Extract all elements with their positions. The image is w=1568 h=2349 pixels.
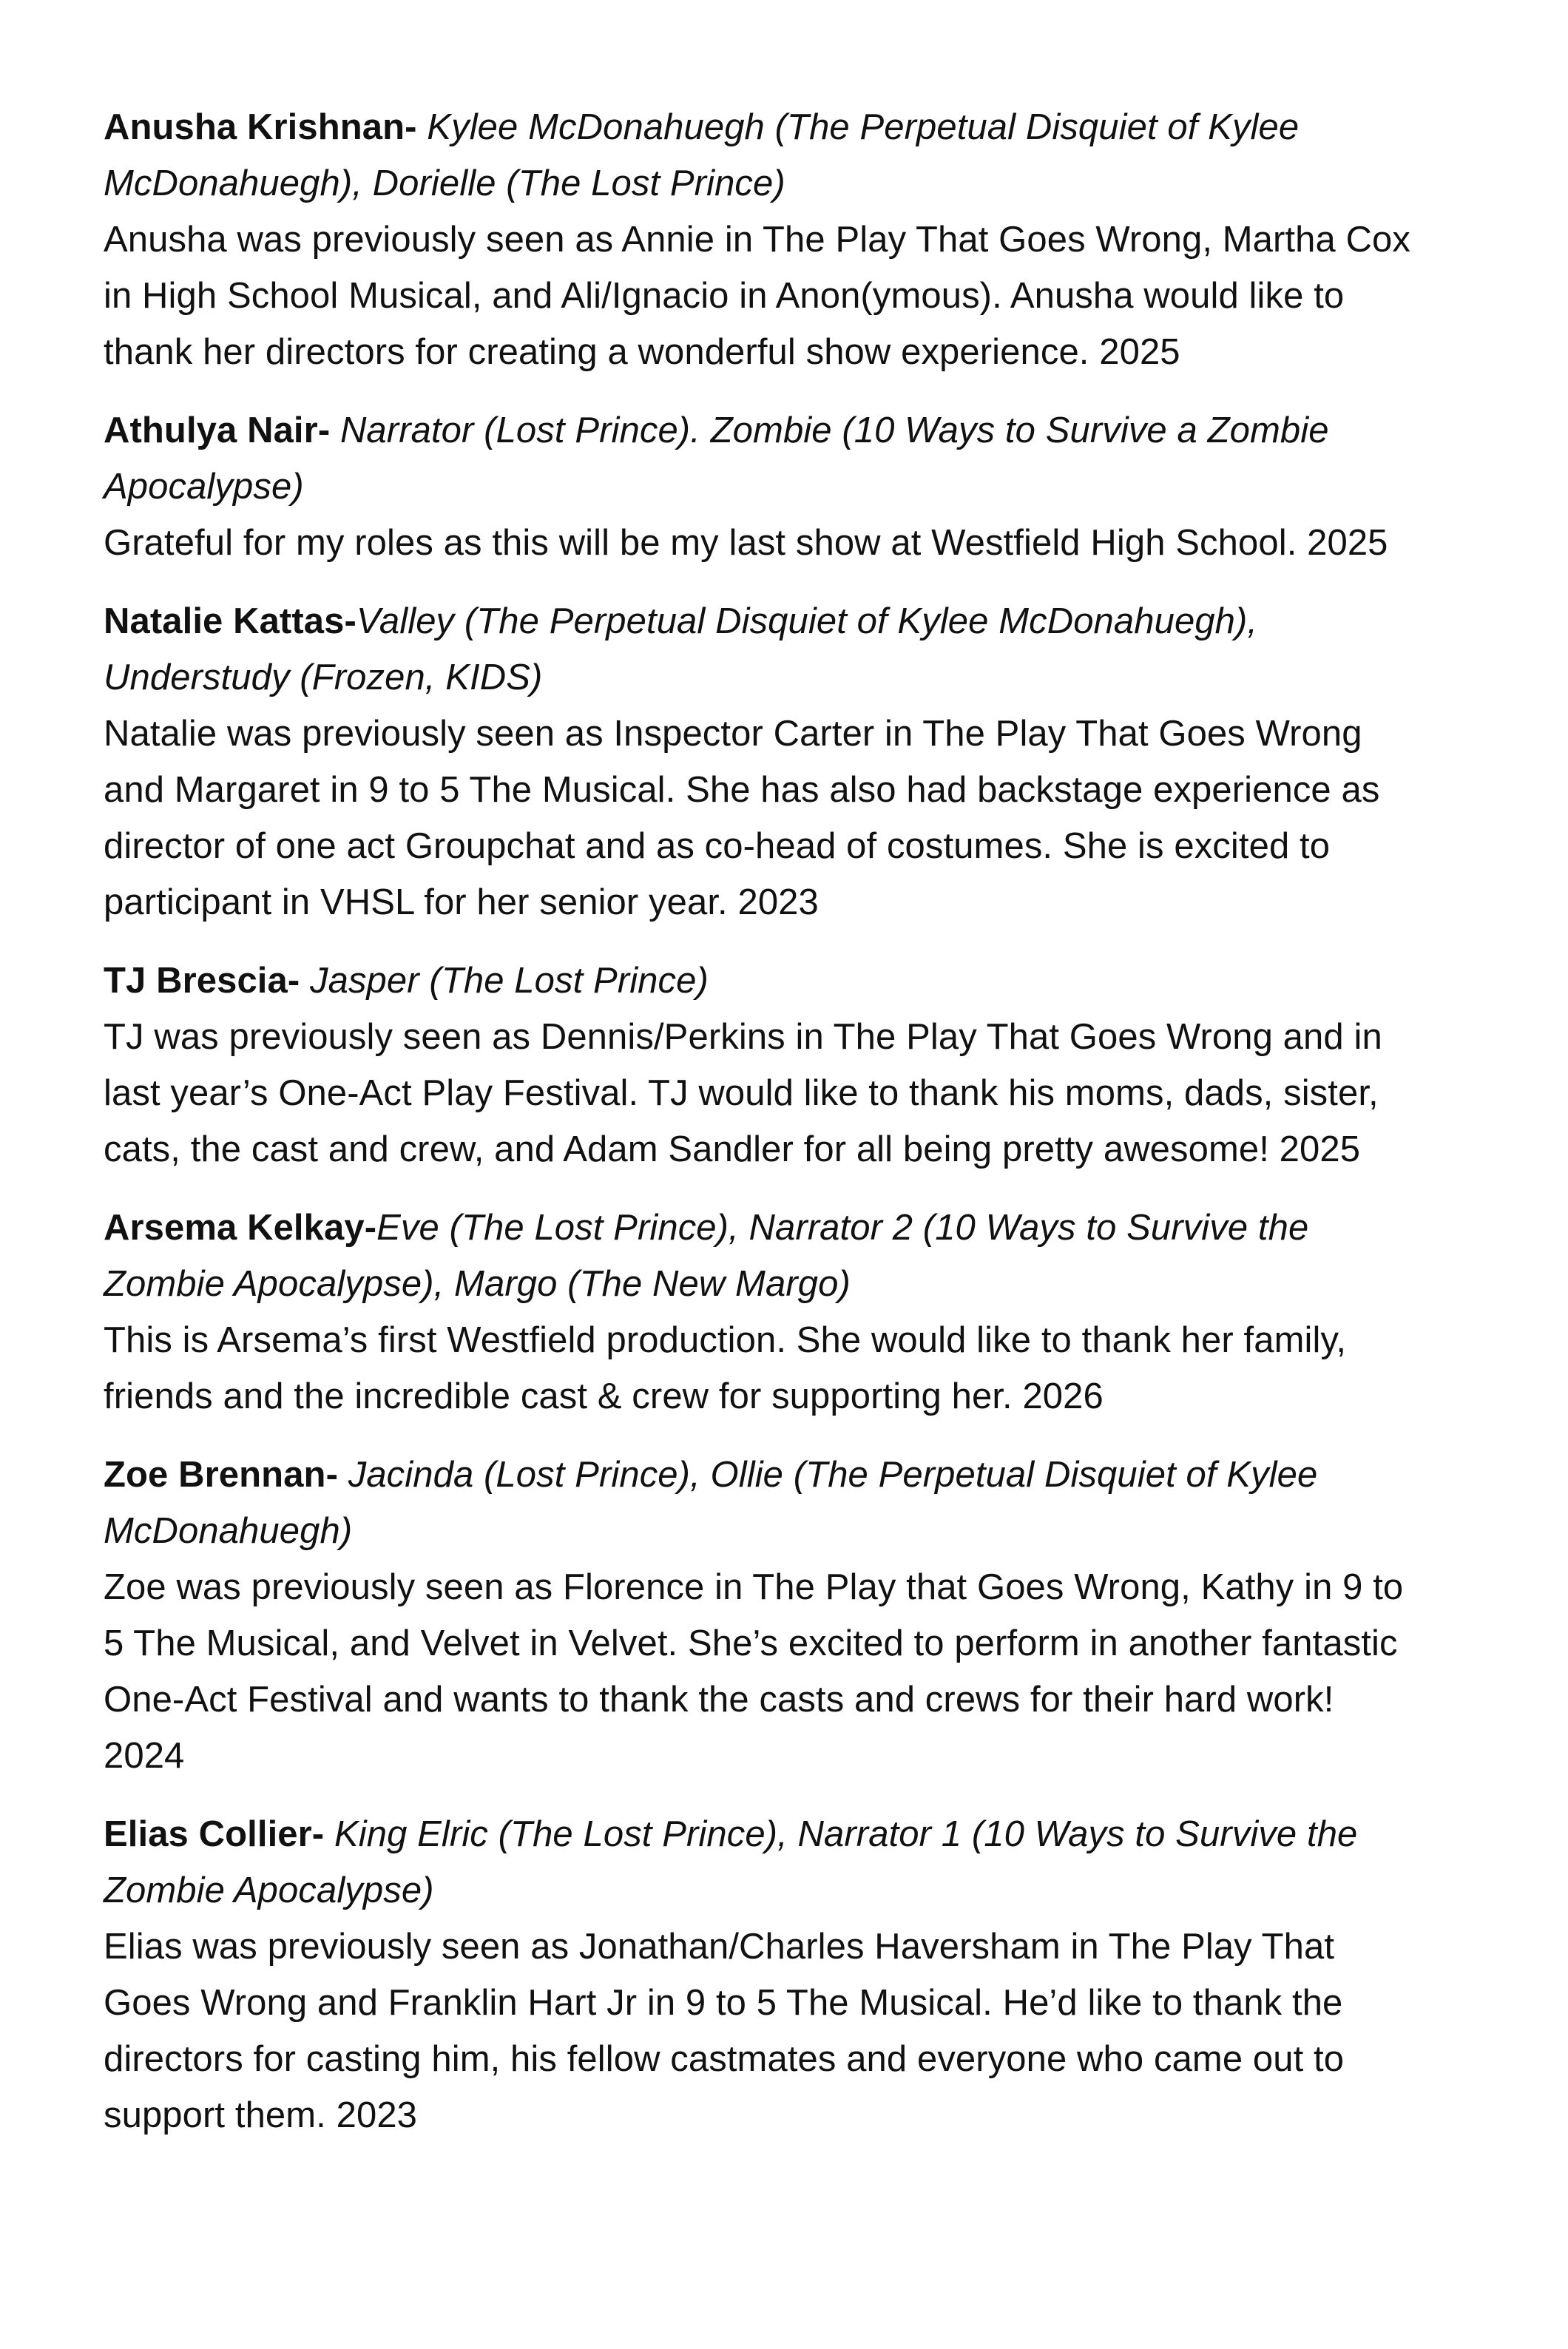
bio-heading [104,99,1420,212]
bio-heading [104,953,1420,1009]
actor-name: Zoe Brennan- [104,1455,338,1495]
actor-roles: Eve (The Lost Prince), Narrator 2 (10 Ways to Survive the Zombie Apocalypse), Margo (The New Margo) [104,1208,1309,1304]
bio-entry [104,953,1420,1177]
actor-name: Arsema Kelkay- [104,1208,377,1248]
actor-roles: Kylee McDonahuegh (The Perpetual Disquiet of Kylee McDonahuegh), Dorielle (The Lost Prince) [104,107,1300,203]
bio-heading [104,402,1420,515]
actor-roles: King Elric (The Lost Prince), Narrator 1 (10 Ways to Survive the Zombie Apocalypse) [104,1814,1358,1910]
bio-text: Elias was previously seen as Jonathan/Charles Haversham in The Play That Goes Wrong and Franklin Hart Jr in 9 to 5 The Musical. He’d like to thank the directors for casting him, his fellow castmates and everyone who came out to support them. 2023 [104,1927,1345,2135]
actor-name: Natalie Kattas- [104,601,356,641]
actor-name: Elias Collier- [104,1814,325,1854]
bio-heading [104,1200,1420,1312]
bio-text: Zoe was previously seen as Florence in The Play that Goes Wrong, Kathy in 9 to 5 The Musical, and Velvet in Velvet. She’s excited to perform in another fantastic One-Act Festival and wants to thank the casts and crews for their hard work! 2024 [104,1567,1404,1776]
bio-heading [104,1447,1420,1559]
bio-entry [104,593,1420,930]
bio-heading [104,1806,1420,1919]
bio-entry [104,402,1420,571]
actor-name: Athulya Nair- [104,410,331,450]
actor-roles: Jasper (The Lost Prince) [300,961,709,1001]
bio-entry [104,99,1420,380]
actor-roles: Jacinda (Lost Prince), Ollie (The Perpetual Disquiet of Kylee McDonahuegh) [104,1455,1318,1551]
cast-bios [104,99,1420,2166]
bio-text: Anusha was previously seen as Annie in The Play That Goes Wrong, Martha Cox in High School Musical, and Ali/Ignacio in Anon(ymous). Anusha would like to thank her directors for creating a wonderful show experience. 2025 [104,220,1411,372]
bio-text: TJ was previously seen as Dennis/Perkins in The Play That Goes Wrong and in last year’s One-Act Play Festival. TJ would like to thank his moms, dads, sister, cats, the cast and crew, and Adam Sandler for all being pretty awesome! 2025 [104,1017,1382,1169]
actor-roles: Narrator (Lost Prince). Zombie (10 Ways to Survive a Zombie Apocalypse) [104,410,1329,507]
bio-text: This is Arsema’s first Westfield production. She would like to thank her family, friends and the incredible cast & crew for supporting her. 2026 [104,1320,1347,1416]
bio-heading [104,593,1420,706]
bio-entry [104,1447,1420,1784]
bio-entry [104,1200,1420,1424]
bio-entry [104,1806,1420,2143]
actor-name: TJ Brescia- [104,961,300,1001]
actor-name: Anusha Krishnan- [104,107,417,147]
bio-text: Grateful for my roles as this will be my last show at Westfield High School. 2025 [104,523,1388,563]
actor-roles: Valley (The Perpetual Disquiet of Kylee McDonahuegh), Understudy (Frozen, KIDS) [104,601,1258,697]
bio-text: Natalie was previously seen as Inspector Carter in The Play That Goes Wrong and Margaret in 9 to 5 The Musical. She has also had backstage experience as director of one act Groupchat and as co-head of costumes. She is excited to participant in VHSL for her senior year. 2023 [104,714,1380,922]
